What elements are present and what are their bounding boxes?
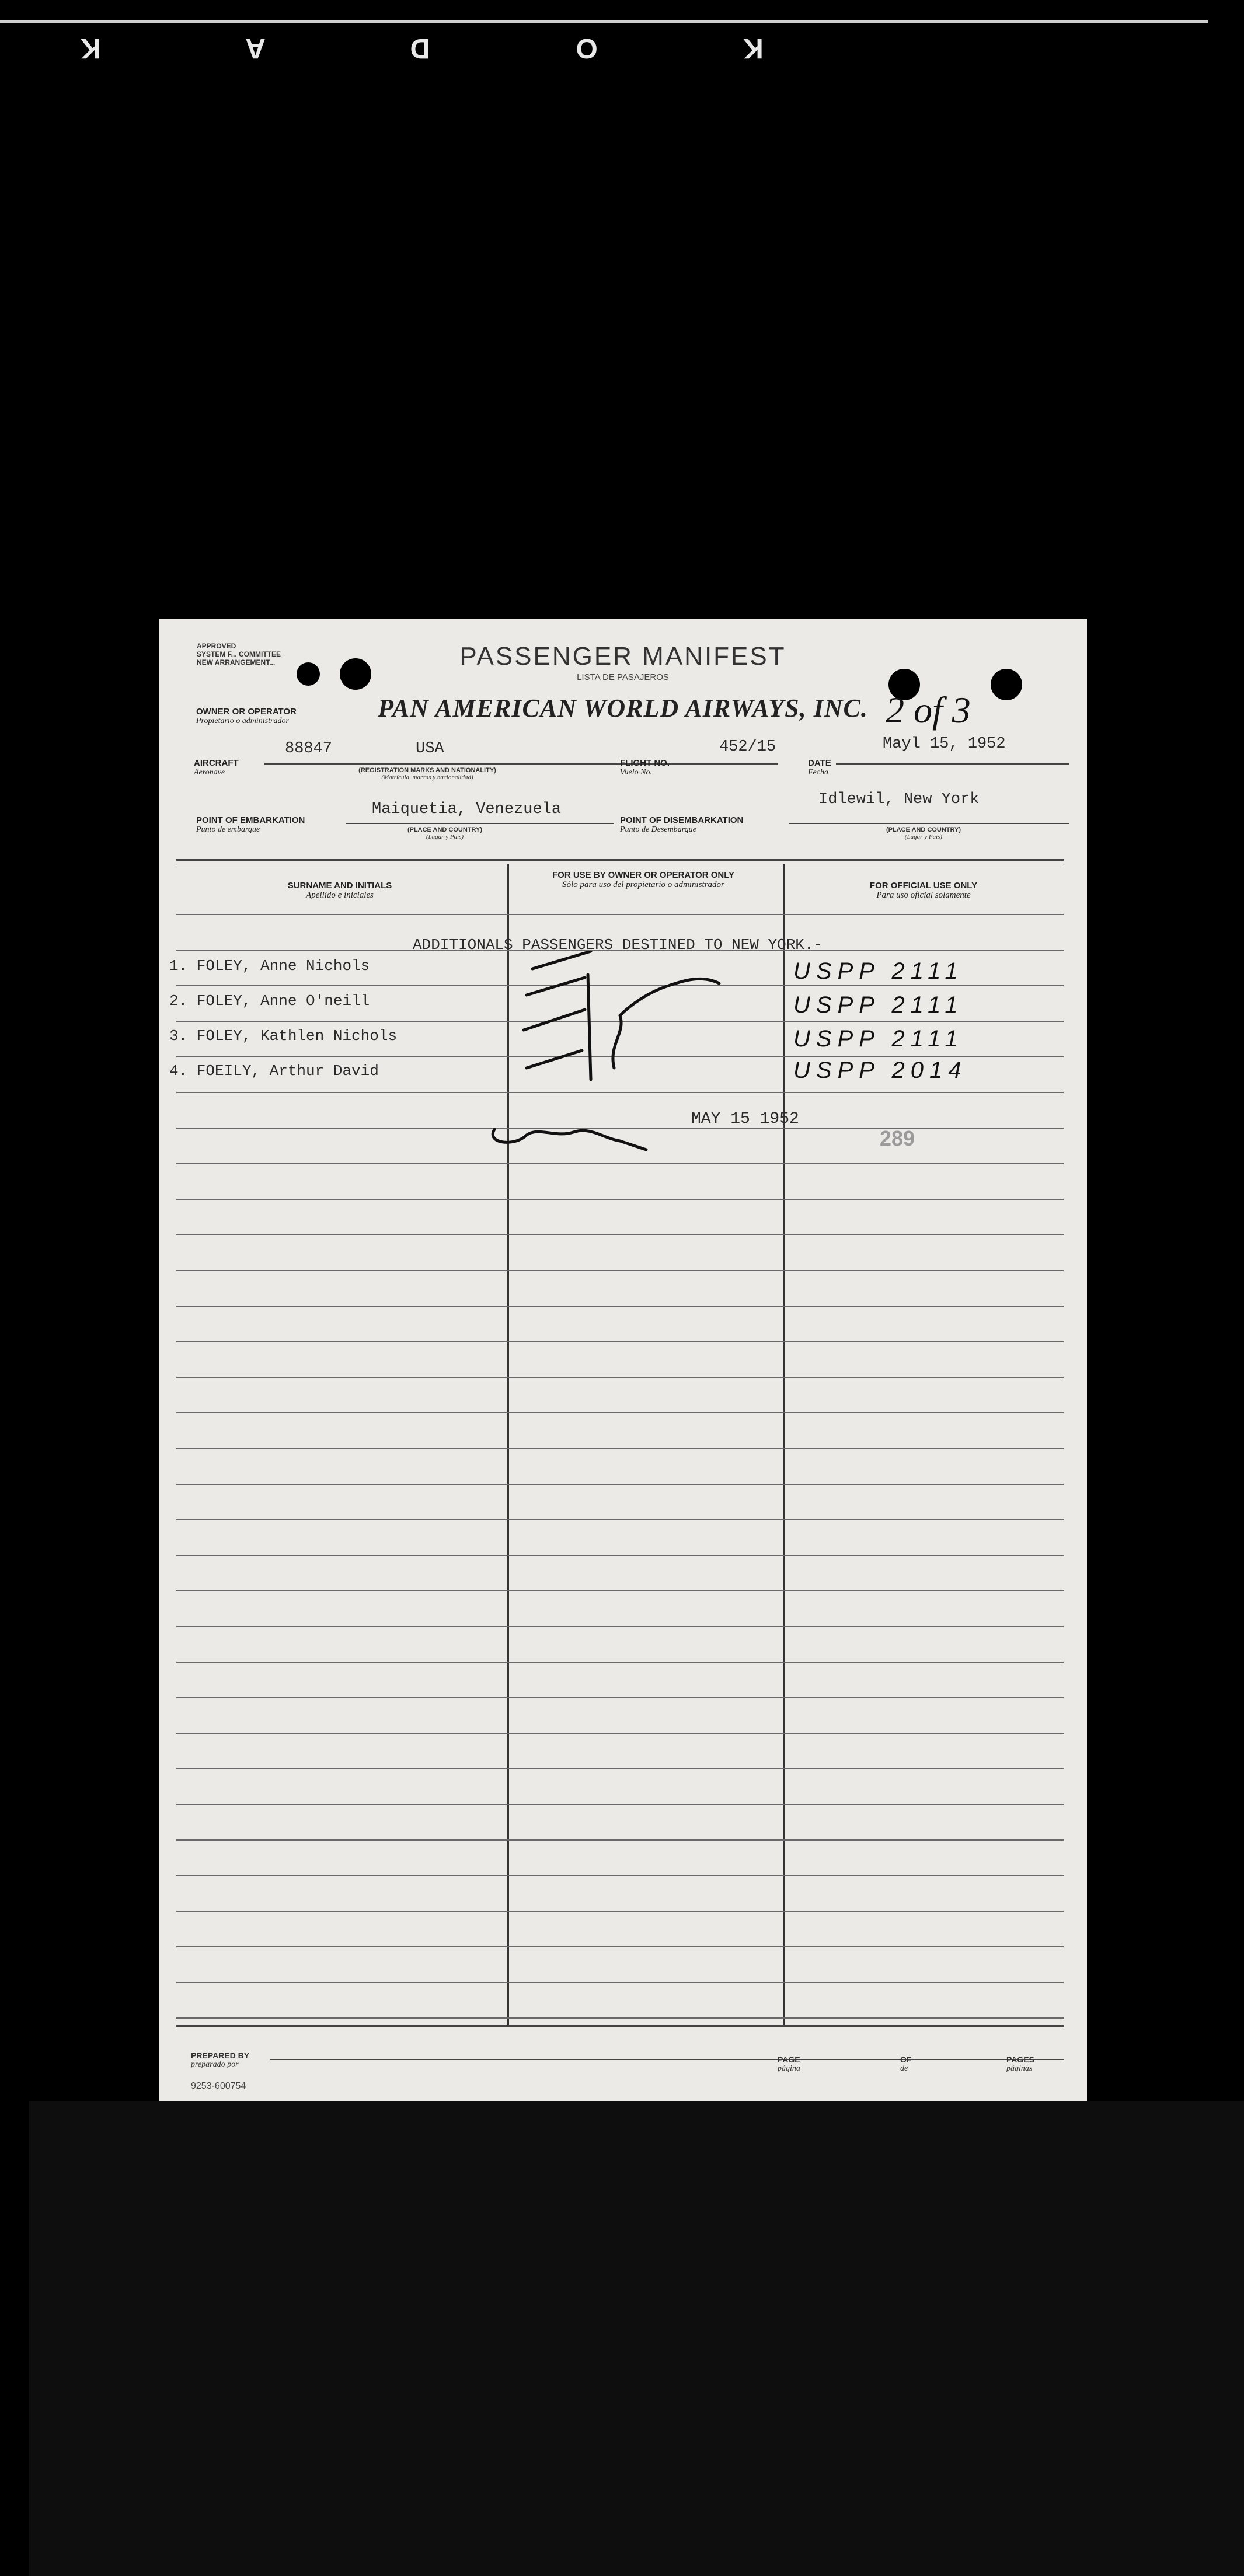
handwritten-stroke: [588, 975, 591, 1080]
date-rule: [836, 763, 1069, 765]
manifest-sheet: [159, 619, 1087, 2101]
embark-place-caption: (PLACE AND COUNTRY) (Lugar y País): [407, 826, 483, 840]
date-stamp: MAY 15 1952: [691, 1110, 799, 1128]
aircraft-registration: 88847: [285, 740, 333, 758]
handwritten-initials: [493, 1129, 646, 1150]
official-entry-1: USPP 2111: [793, 958, 964, 984]
disembark-place-caption: (PLACE AND COUNTRY) (Lugar y País): [886, 826, 961, 840]
flight-date: Mayl 15, 1952: [883, 735, 1006, 753]
film-bottom-band: [29, 2101, 1244, 2576]
prepared-rule: [270, 2059, 1064, 2060]
column-header-owner: FOR USE BY OWNER OR OPERATOR ONLY Sólo para uso del propietario o administrador: [552, 870, 734, 889]
passenger-row-1: 1. FOLEY, Anne Nichols: [169, 957, 370, 975]
table-row-rule: [176, 1555, 1064, 1556]
table-row-rule: [176, 1377, 1064, 1378]
additional-passengers-note: ADDITIONALS PASSENGERS DESTINED TO NEW YORK.-: [413, 936, 823, 954]
embark-rule: [346, 823, 614, 824]
handwritten-marks: [474, 951, 789, 1185]
official-entry-2: USPP 2111: [793, 992, 964, 1018]
table-row-rule: [176, 1270, 1064, 1271]
of-label: OF de: [900, 2055, 912, 2073]
column-header-official: FOR OFFICIAL USE ONLY Para uso oficial solamente: [869, 881, 978, 900]
table-row-rule: [176, 1519, 1064, 1520]
table-row-rule: [176, 1911, 1064, 1912]
handwritten-tick: [524, 1010, 585, 1030]
table-row-rule: [176, 1804, 1064, 1805]
table-row-rule: [176, 1839, 1064, 1841]
disembark-rule: [789, 823, 1069, 824]
table-row-rule: [176, 2017, 1064, 2019]
table-row-rule: [176, 1982, 1064, 1983]
table-row-rule: [176, 1412, 1064, 1413]
date-label: DATE Fecha: [808, 758, 831, 777]
table-row-rule: [176, 1484, 1064, 1485]
page-label: PAGE página: [778, 2055, 800, 2073]
table-row-rule: [176, 1626, 1064, 1627]
film-brand-mark: K O D A K: [12, 33, 764, 64]
table-row-rule: [176, 1590, 1064, 1591]
handwritten-signature: [613, 979, 719, 1068]
table-row-rule: [176, 1697, 1064, 1698]
table-row-rule: [176, 1768, 1064, 1769]
table-row-rule: [176, 1733, 1064, 1734]
table-row-rule: [176, 1199, 1064, 1200]
embark-place: Maiquetia, Venezuela: [372, 801, 562, 818]
disembark-label: POINT OF DISEMBARKATION Punto de Desembarque: [620, 815, 744, 834]
handwritten-tick: [532, 951, 591, 969]
official-entry-4: USPP 2014: [793, 1057, 967, 1083]
owner-label: OWNER OR OPERATOR Propietario o administrador: [196, 707, 297, 725]
embark-label: POINT OF EMBARKATION Punto de embarque: [196, 815, 305, 834]
handwritten-tick: [527, 1050, 582, 1068]
column-header-surname: SURNAME AND INITIALS Apellido e iniciales: [287, 881, 392, 900]
form-number: 9253-600754: [191, 2081, 246, 2091]
form-title: PASSENGER MANIFEST: [459, 642, 786, 671]
handwritten-tick: [527, 978, 585, 995]
aircraft-label: AIRCRAFT Aeronave: [194, 758, 239, 777]
table-row-rule: [176, 1306, 1064, 1307]
aircraft-rule: [264, 763, 778, 765]
film-edge-line: [0, 20, 1208, 23]
prepared-by-label: PREPARED BY preparado por: [191, 2051, 250, 2069]
disembark-place: Idlewil, New York: [818, 791, 980, 808]
table-top-rule: [176, 859, 1064, 861]
form-subtitle: LISTA DE PASAJEROS: [577, 672, 669, 682]
table-row-rule: [176, 1662, 1064, 1663]
table-row-rule: [176, 1341, 1064, 1342]
flight-number: 452/15: [719, 738, 776, 756]
approval-note: APPROVED SYSTEM F... COMMITTEE NEW ARRANGEMENT...: [197, 642, 281, 666]
official-entry-3: USPP 2111: [793, 1026, 964, 1052]
pages-label: PAGES páginas: [1006, 2055, 1034, 2073]
flight-label: FLIGHT NO. Vuelo No.: [620, 758, 670, 777]
aircraft-nationality: USA: [416, 740, 444, 758]
airline-name: PAN AMERICAN WORLD AIRWAYS, INC.: [378, 694, 868, 722]
handwritten-page-count: 2 of 3: [886, 689, 971, 731]
table-row-rule: [176, 914, 1064, 915]
passenger-row-4: 4. FOEILY, Arthur David: [169, 1062, 379, 1080]
passenger-row-3: 3. FOLEY, Kathlen Nichols: [169, 1027, 398, 1045]
table-bottom-rule: [176, 2025, 1064, 2027]
stamp-number: 289: [880, 1126, 915, 1150]
passenger-row-2: 2. FOLEY, Anne O'neill: [169, 992, 370, 1010]
table-row-rule: [176, 1946, 1064, 1947]
table-row-rule: [176, 1234, 1064, 1235]
table-row-rule: [176, 1448, 1064, 1449]
registration-caption: (REGISTRATION MARKS AND NATIONALITY) (Matrícula, marcas y nacionalidad): [358, 767, 496, 781]
table-row-rule: [176, 1875, 1064, 1876]
